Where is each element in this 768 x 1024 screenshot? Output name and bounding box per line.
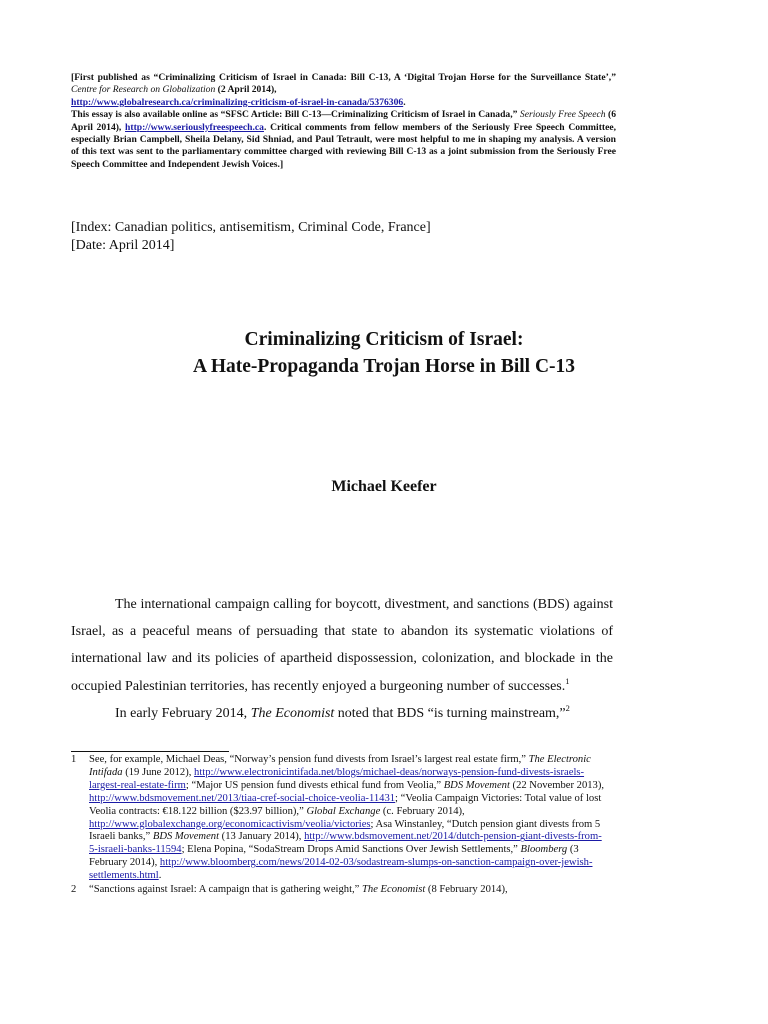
- footnotes: [71, 754, 616, 897]
- body-text: [71, 591, 613, 727]
- footnote-text: ; “Veolia Campaign Victories: Total value of lost Veolia contracts: €18.122 billion ($23.97 billion),”: [89, 792, 602, 817]
- pub-note-source: Centre for Research on Globalization: [71, 84, 216, 96]
- index-line: [Index: Canadian politics, antisemitism, Criminal Code, France]: [71, 220, 431, 235]
- footnote-number: 1: [71, 754, 77, 765]
- document-title: [0, 326, 768, 380]
- bloomberg-link[interactable]: http://www.bloomberg.com/news/2014-02-03/sodastream-slumps-on-sanction-campaign-over-jewish-settlements.html: [89, 857, 593, 882]
- pub-note-text-2: This essay is also available online as “SFSC Article: Bill C-13—Criminalizing Criticism of Israel in Canada,”: [71, 109, 520, 121]
- paragraph-2-source: The Economist: [250, 705, 335, 721]
- footnote-source: BDS Movement: [152, 831, 220, 843]
- paragraph-2-text-end: noted that BDS “is turning mainstream,”: [334, 705, 566, 721]
- author-name: Michael Keefer: [331, 478, 437, 495]
- paragraph-1: [71, 591, 613, 700]
- footnote-body: [89, 884, 609, 897]
- footnote-source: The Electronic Intifada: [89, 754, 591, 778]
- footnote-text: ; Elena Popina, “SodaStream Drops Amid Sanctions Over Jewish Settlements,”: [181, 844, 521, 856]
- footnote-date: (8 February 2014),: [425, 884, 508, 896]
- pub-note-date-2: (6 April 2014),: [71, 109, 616, 133]
- pub-note-source-2: Seriously Free Speech: [519, 109, 606, 121]
- paragraph-1-text: The international campaign calling for boycott, divestment, and sanctions (BDS) against Israel, as a peaceful means of persuading that state to abandon its systematic violations of international law and its policies of apartheid dispossession, colonization, and blockade in the occupied Palestinian territories, has recently enjoyed a burgeoning number of successes.: [71, 597, 613, 694]
- globalresearch-link[interactable]: http://www.globalresearch.ca/criminalizing-criticism-of-israel-in-canada/5376306: [71, 96, 404, 108]
- bdsmovement-dutch-pension-link[interactable]: http://www.bdsmovement.net/2014/dutch-pension-giant-divests-from-5-israeli-banks-11594: [89, 831, 602, 856]
- footnote-2: [71, 884, 616, 897]
- pub-note-acknowledgements: . Critical comments from fellow members of the Seriously Free Speech Committee, especially Brian Campbell, Sheila Delany, Sid Shniad, and Paul Tetrault, were most helpful to me in shaping my analysis. A version of this text was sent to the parliamentary committee charged with reviewing Bill C-13 as a joint submission from the Seriously Free Speech Committee and Independent Jewish Voices.]: [71, 121, 616, 170]
- paragraph-2: [71, 700, 613, 727]
- document-meta: [71, 219, 431, 255]
- footnote-date: (3 February 2014),: [89, 844, 579, 869]
- globalexchange-link[interactable]: http://www.globalexchange.org/economicactivism/veolia/victories: [89, 818, 371, 830]
- footnote-ref-2[interactable]: 2: [565, 702, 570, 713]
- bdsmovement-veolia-link[interactable]: http://www.bdsmovement.net/2013/tiaa-cref-social-choice-veolia-11431: [89, 792, 396, 804]
- footnote-1: [71, 754, 616, 883]
- title-line-2: A Hate-Propaganda Trojan Horse in Bill C-13: [192, 356, 576, 377]
- paragraph-2-text: In early February 2014,: [115, 705, 251, 721]
- footnote-source: Bloomberg: [520, 844, 568, 856]
- title-line-1: Criminalizing Criticism of Israel:: [244, 329, 524, 350]
- footnote-date: (22 November 2013),: [509, 779, 605, 791]
- footnote-source: BDS Movement: [443, 779, 510, 791]
- footnote-separator: [71, 751, 229, 752]
- date-line: [Date: April 2014]: [71, 238, 175, 253]
- footnote-text: “Sanctions against Israel: A campaign that is gathering weight,”: [89, 884, 363, 896]
- publication-note: [First published as “Criminalizing Criticism of Israel in Canada: Bill C-13, A ‘Digital Trojan Horse for the Surveillance State’,” Centre for Research on Globalization (2 April 2014), http://www.globalresearch.ca/criminalizing-criticism-of-israel-in-canada/5376306. This essay is also available online as “SFSC Article: Bill C-13—Criminalizing Criticism of Israel in Canada,” Seriously Free Speech (6 April 2014), http://www.seriouslyfreespeech.ca. Critical comments from fellow members of the Seriously Free Speech Committee, especially Brian Campbell, Sheila Delany, Sid Shniad, and Paul Tetrault, were most helpful to me in shaping my analysis. A version of this text was sent to the parliamentary committee charged with reviewing Bill C-13 as a joint submission from the Seriously Free Speech Committee and Independent Jewish Voices.]: [71, 72, 616, 170]
- footnote-number: 2: [71, 884, 77, 896]
- footnote-date: (c. February 2014),: [380, 805, 465, 817]
- footnote-source: Global Exchange: [306, 805, 381, 817]
- electronicintifada-link[interactable]: http://www.electronicintifada.net/blogs/michael-deas/norways-pension-fund-divests-israels-largest-real-estate-firm: [89, 766, 585, 791]
- footnote-source: The Economist: [362, 884, 426, 896]
- footnote-text: See, for example, Michael Deas, “Norway’s pension fund divests from Israel’s largest real estate firm,”: [89, 754, 529, 765]
- pub-note-text: [First published as “Criminalizing Criticism of Israel in Canada: Bill C-13, A ‘Digital Trojan Horse for the Surveillance State’,”: [71, 72, 616, 83]
- seriouslyfreespeech-link[interactable]: http://www.seriouslyfreespeech.ca: [125, 121, 264, 133]
- footnote-date: (13 January 2014),: [219, 831, 305, 843]
- footnote-text: ; “Major US pension fund divests ethical fund from Veolia,”: [185, 779, 444, 791]
- footnote-ref-1[interactable]: 1: [565, 675, 570, 686]
- footnote-end: .: [158, 870, 162, 882]
- pub-note-date: (2 April 2014),: [215, 84, 277, 96]
- footnote-text: ; Asa Winstanley, “Dutch pension giant divests from 5 Israeli banks,”: [89, 818, 601, 843]
- footnote-body: [89, 754, 609, 883]
- footnote-date: (19 June 2012),: [122, 766, 195, 778]
